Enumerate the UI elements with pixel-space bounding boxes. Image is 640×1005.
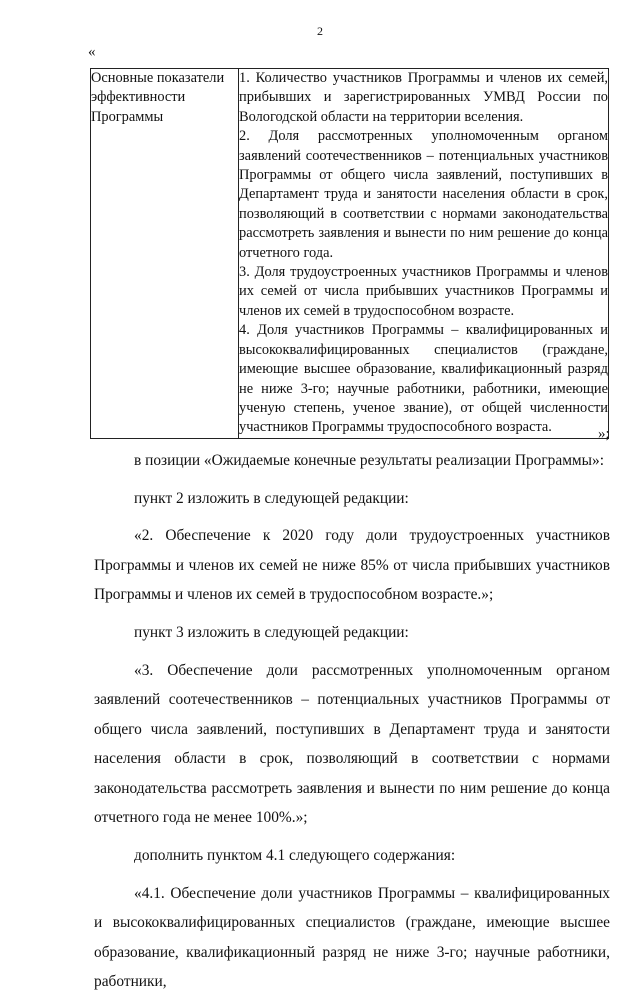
table-row [91,69,609,439]
paragraph-point-3-text: «3. Обеспечение доли рассмотренных уполномоченным органом заявлений соотечественников – потенциальных участников Программы от общего числа заявлений, поступивших в Департамент труда и занятости населения области в срок, позволяющий в соответствии с нормами законодательства рассмотреть заявления и вынести по ним решение до конца отчетного года не менее 100%.»; [94,661,610,827]
table-label-cell: Основные показатели эффективности Программы [91,69,239,439]
opening-quote-mark: « [88,44,96,60]
document-body [94,446,610,1005]
paragraph-position-results: в позиции «Ожидаемые конечные результаты реализации Программы»: [134,452,604,469]
closing-quote-mark: »; [598,426,610,442]
paragraph-point-3-intro: пункт 3 изложить в следующей редакции: [134,624,409,642]
indicator-item-3: 3. Доля трудоустроенных участников Программы и членов их семей от числа прибывших участников Программы и членов их семей в трудоспособном возрасте. [239,264,608,319]
table-content-cell [239,69,609,439]
paragraph-point-2-text: «2. Обеспечение к 2020 году доли трудоустроенных участников Программы и членов их семей не ниже 85% от числа прибывших участников Программы и членов их семей в трудоспособном возрасте.»; [94,527,610,604]
indicator-item-2: 2. Доля рассмотренных уполномоченным органом заявлений соотечественников – потенциальных участников Программы от общего числа заявлений, поступивших в Департамент труда и занятости населения области в срок, позволяющий в соответствии с нормами законодательства рассмотреть заявления и вынести по ним решение до конца отчетного года. [239,128,608,261]
paragraph-point-2-intro: пункт 2 изложить в следующей редакции: [134,489,409,507]
paragraph-point-4-1-intro: дополнить пунктом 4.1 следующего содержания: [134,846,456,864]
paragraph-point-4-1-text: «4.1. Обеспечение доли участников Программы – квалифицированных и высококвалифицированных специалистов (граждане, имеющие высшее образование, квалификационный разряд не ниже 3-го; научные работники, работники, [94,884,610,991]
indicator-item-1: 1. Количество участников Программы и членов их семей, прибывших и зарегистрированных УМВД России по Вологодской области на территории вселения. [239,70,608,125]
indicator-item-4: 4. Доля участников Программы – квалифицированных и высококвалифицированных специалистов (граждане, имеющие высшее образование, квалификационный разряд не ниже 3-го; научные работники, работники, имеющие ученую степень, ученое звание), от общей численности участников Программы трудоспособного возраста. [239,322,608,436]
indicators-table [90,68,609,439]
page-number: 2 [317,24,323,38]
